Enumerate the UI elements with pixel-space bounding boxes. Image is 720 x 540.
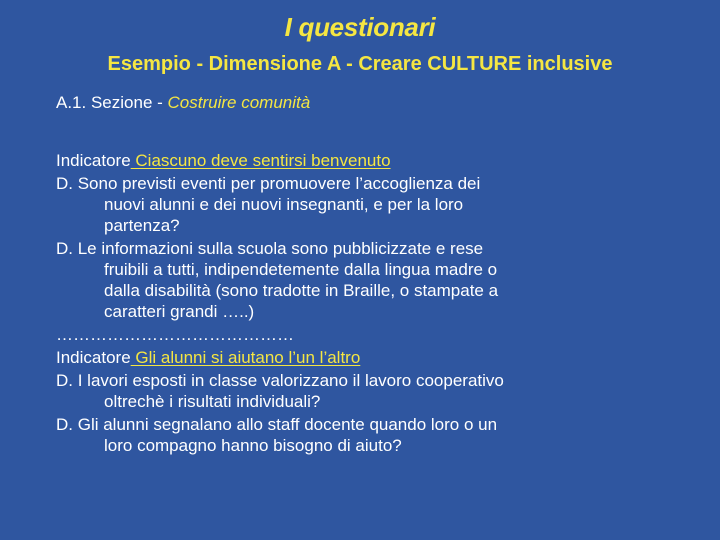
question-2-line-4: caratteri grandi …..) xyxy=(104,302,255,321)
slide-title: I questionari xyxy=(284,12,436,42)
question-3-line-1: D. I lavori esposti in classe valorizzano il lavoro cooperativo xyxy=(56,371,504,390)
indicator-2-label: Indicatore xyxy=(56,348,131,367)
indicator-2-value: Gli alunni si aiutano l’un l’altro xyxy=(130,348,361,367)
section-heading xyxy=(56,93,310,113)
question-1-line-3: partenza? xyxy=(104,216,180,235)
section-name: Costruire comunità xyxy=(167,93,311,112)
question-4-line-1: D. Gli alunni segnalano allo staff docente quando loro o un xyxy=(56,415,498,434)
ellipsis-separator: …………………………………… xyxy=(56,325,294,344)
question-2-line-2: fruibili a tutti, indipendetemente dalla lingua madre o xyxy=(104,260,498,279)
slide-subtitle: Esempio - Dimensione A - Creare CULTURE inclusive xyxy=(107,53,613,75)
question-3-line-2: oltrechè i risultati individuali? xyxy=(104,392,321,411)
indicator-1-label: Indicatore xyxy=(56,151,131,170)
indicator-1-value: Ciascuno deve sentirsi benvenuto xyxy=(130,151,391,170)
question-4-line-2: loro compagno hanno bisogno di aiuto? xyxy=(104,436,402,455)
question-1-line-2: nuovi alunni e dei nuovi insegnanti, e per la loro xyxy=(104,195,464,214)
question-2-line-1: D. Le informazioni sulla scuola sono pubblicizzate e rese xyxy=(56,239,484,258)
indicator-2 xyxy=(56,347,696,368)
indicator-1 xyxy=(56,150,696,171)
question-1-line-1: D. Sono previsti eventi per promuovere l’accoglienza dei xyxy=(56,174,481,193)
question-2-line-3: dalla disabilità (sono tradotte in Braille, o stampate a xyxy=(104,281,499,300)
section-prefix: A.1. Sezione - xyxy=(56,93,168,112)
questionnaire-body xyxy=(56,150,696,456)
